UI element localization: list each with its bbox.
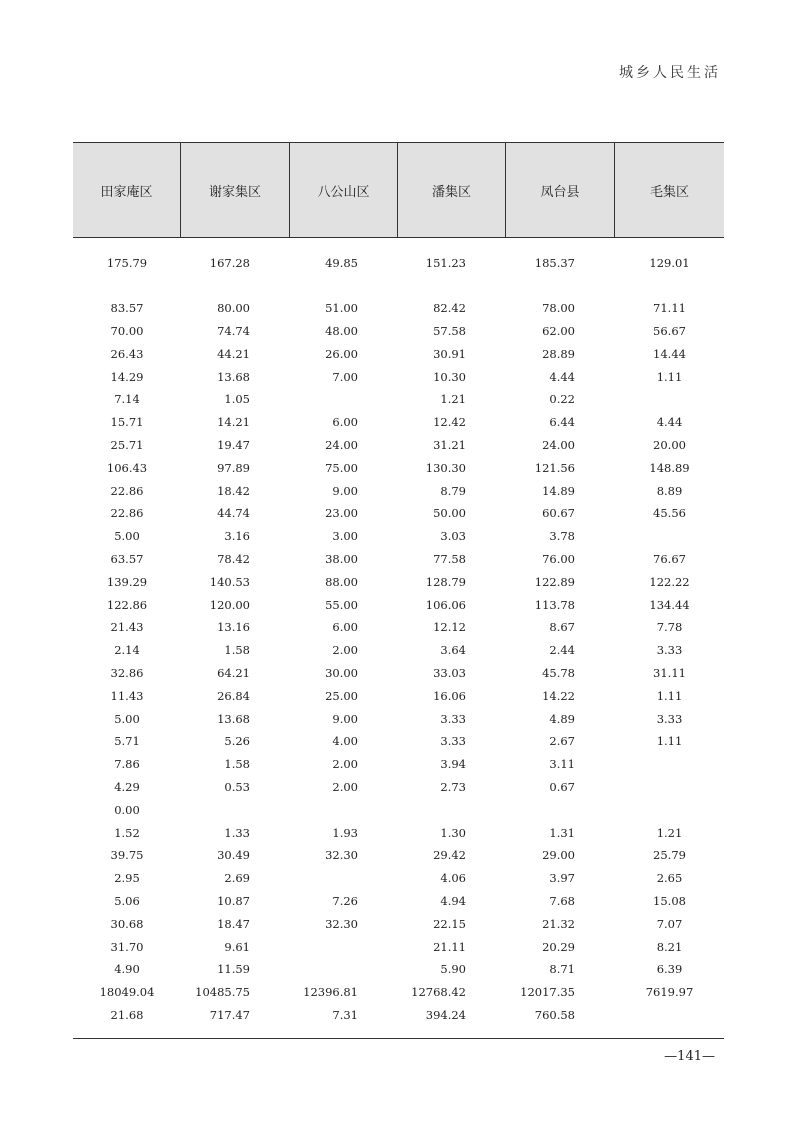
table-cell: 3.00 xyxy=(332,529,358,544)
table-cell: 8.71 xyxy=(549,962,575,977)
table-row xyxy=(73,890,724,913)
table-cell: 5.71 xyxy=(114,734,140,749)
table-cell: 14.29 xyxy=(110,369,144,384)
table-row xyxy=(73,456,724,479)
table-cell: 6.39 xyxy=(656,962,683,977)
table-cell: 106.43 xyxy=(106,460,148,475)
table-cell: 5.06 xyxy=(114,893,140,908)
table-cell: 7.26 xyxy=(332,893,358,908)
table-cell: 4.06 xyxy=(440,871,466,886)
table-cell: 1.52 xyxy=(114,825,140,840)
table-row xyxy=(73,912,724,935)
data-table xyxy=(73,142,724,1039)
table-cell: 1.21 xyxy=(440,392,466,407)
table-cell: 139.29 xyxy=(106,574,148,589)
table-cell: 3.16 xyxy=(224,529,250,544)
table-cell: 33.03 xyxy=(433,665,466,680)
table-cell: 2.95 xyxy=(114,871,140,886)
table-cell: 0.67 xyxy=(549,779,575,794)
table-cell: 22.86 xyxy=(110,506,144,521)
table-cell: 13.68 xyxy=(217,369,250,384)
table-cell: 7.14 xyxy=(114,392,140,407)
table-cell: 30.68 xyxy=(110,916,144,931)
table-cell: 12.12 xyxy=(433,620,466,635)
table-row xyxy=(73,434,724,457)
page-number: —141— xyxy=(664,1049,715,1064)
table-cell: 121.56 xyxy=(534,460,575,475)
table-cell: 7.86 xyxy=(114,757,140,772)
table-cell: 1.05 xyxy=(224,392,250,407)
table-cell: 12768.42 xyxy=(411,985,466,1000)
table-cell: 25.00 xyxy=(325,688,358,703)
table-cell: 10.30 xyxy=(433,369,466,384)
table-cell: 4.90 xyxy=(114,962,140,977)
table-row xyxy=(73,570,724,593)
table-cell: 77.58 xyxy=(433,551,466,566)
table-row xyxy=(73,776,724,799)
table-cell: 128.79 xyxy=(425,574,466,589)
table-cell: 80.00 xyxy=(217,301,250,316)
table-cell: 4.89 xyxy=(549,711,575,726)
table-cell: 21.68 xyxy=(110,1007,144,1022)
table-cell: 12.42 xyxy=(433,415,466,430)
table-cell: 3.33 xyxy=(656,643,683,658)
table-cell: 9.00 xyxy=(332,711,358,726)
table-cell: 6.00 xyxy=(332,415,358,430)
table-cell: 20.29 xyxy=(542,939,575,954)
table-cell: 83.57 xyxy=(110,301,144,316)
table-row xyxy=(73,753,724,776)
table-cell: 1.58 xyxy=(224,643,250,658)
table-cell: 71.11 xyxy=(653,301,686,316)
table-row xyxy=(73,639,724,662)
table-row xyxy=(73,479,724,502)
table-cell: 9.00 xyxy=(332,483,358,498)
table-cell: 2.00 xyxy=(332,643,358,658)
table-cell: 56.67 xyxy=(653,323,686,338)
table-cell: 22.15 xyxy=(433,916,466,931)
table-cell: 140.53 xyxy=(209,574,250,589)
table-cell: 21.11 xyxy=(433,939,466,954)
table-cell: 5.00 xyxy=(114,711,140,726)
header-cell: 八公山区 xyxy=(290,143,398,237)
table-cell: 8.67 xyxy=(549,620,575,635)
table-cell: 18.47 xyxy=(217,916,250,931)
table-cell: 717.47 xyxy=(209,1007,250,1022)
table-cell: 78.00 xyxy=(542,301,575,316)
table-cell: 106.06 xyxy=(425,597,466,612)
table-cell: 55.00 xyxy=(325,597,358,612)
table-cell: 32.86 xyxy=(110,665,144,680)
table-cell: 1.93 xyxy=(332,825,358,840)
table-cell: 57.58 xyxy=(433,323,466,338)
table-cell: 129.01 xyxy=(649,256,690,271)
table-cell: 44.21 xyxy=(217,346,250,361)
table-cell: 24.00 xyxy=(542,437,575,452)
table-cell: 8.79 xyxy=(440,483,466,498)
table-cell: 134.44 xyxy=(649,597,690,612)
table-cell: 2.73 xyxy=(440,779,466,794)
table-cell: 75.00 xyxy=(325,460,358,475)
table-cell: 760.58 xyxy=(534,1007,575,1022)
table-cell: 70.00 xyxy=(110,323,144,338)
table-cell: 16.06 xyxy=(433,688,466,703)
table-cell: 4.94 xyxy=(440,893,466,908)
table-cell: 3.33 xyxy=(440,734,466,749)
table-cell: 6.00 xyxy=(332,620,358,635)
table-cell: 60.67 xyxy=(542,506,575,521)
table-cell: 2.14 xyxy=(114,643,140,658)
table-cell: 30.49 xyxy=(217,848,250,863)
table-cell: 32.30 xyxy=(325,916,358,931)
table-cell: 148.89 xyxy=(649,460,690,475)
table-cell: 185.37 xyxy=(534,256,575,271)
table-cell: 1.21 xyxy=(656,825,683,840)
table-cell: 2.65 xyxy=(656,871,683,886)
table-cell: 7.78 xyxy=(656,620,683,635)
table-cell: 130.30 xyxy=(425,460,466,475)
table-row xyxy=(73,502,724,525)
table-cell: 1.31 xyxy=(549,825,575,840)
table-cell: 31.11 xyxy=(653,665,686,680)
table-cell: 39.75 xyxy=(110,848,144,863)
table-cell: 2.00 xyxy=(332,757,358,772)
table-cell: 29.42 xyxy=(433,848,466,863)
table-cell: 3.78 xyxy=(549,529,575,544)
table-cell: 45.56 xyxy=(653,506,686,521)
table-cell: 4.44 xyxy=(549,369,575,384)
table-cell: 78.42 xyxy=(217,551,250,566)
table-cell: 10485.75 xyxy=(195,985,250,1000)
table-cell: 3.97 xyxy=(549,871,575,886)
table-cell: 14.89 xyxy=(542,483,575,498)
table-cell: 122.22 xyxy=(649,574,690,589)
table-cell: 32.30 xyxy=(325,848,358,863)
table-cell: 1.30 xyxy=(440,825,466,840)
table-cell: 88.00 xyxy=(325,574,358,589)
table-row xyxy=(73,798,724,821)
table-cell: 19.47 xyxy=(217,437,250,452)
table-cell: 44.74 xyxy=(217,506,250,521)
table-cell: 15.08 xyxy=(653,893,686,908)
header-cell: 毛集区 xyxy=(649,184,689,200)
table-body xyxy=(73,238,724,1026)
table-cell: 26.00 xyxy=(325,346,358,361)
bottom-rule xyxy=(73,1038,724,1039)
table-cell: 14.22 xyxy=(542,688,575,703)
table-cell: 28.89 xyxy=(542,346,575,361)
table-row xyxy=(73,297,724,320)
table-cell: 18049.04 xyxy=(99,985,155,1000)
table-cell: 4.00 xyxy=(332,734,358,749)
table-cell: 15.71 xyxy=(110,415,144,430)
table-row xyxy=(73,411,724,434)
table-row xyxy=(73,867,724,890)
table-cell: 3.94 xyxy=(440,757,466,772)
table-cell: 1.11 xyxy=(656,369,683,384)
table-cell: 21.32 xyxy=(542,916,575,931)
table-cell: 3.11 xyxy=(549,757,575,772)
table-cell: 12396.81 xyxy=(303,985,358,1000)
table-cell: 3.33 xyxy=(656,711,683,726)
header-cell: 谢家集区 xyxy=(181,143,290,237)
table-cell: 11.59 xyxy=(217,962,250,977)
table-cell: 21.43 xyxy=(110,620,144,635)
table-row xyxy=(73,548,724,571)
table-cell: 3.33 xyxy=(440,711,466,726)
table-cell: 76.00 xyxy=(542,551,575,566)
table-header xyxy=(73,142,724,238)
table-cell: 6.44 xyxy=(549,415,575,430)
table-cell: 175.79 xyxy=(106,256,148,271)
table-cell: 30.00 xyxy=(325,665,358,680)
table-cell: 5.90 xyxy=(440,962,466,977)
table-cell: 122.86 xyxy=(106,597,148,612)
table-cell: 2.44 xyxy=(549,643,575,658)
table-cell: 167.28 xyxy=(209,256,250,271)
table-row xyxy=(73,593,724,616)
table-cell: 2.67 xyxy=(549,734,575,749)
table-cell: 8.21 xyxy=(656,939,683,954)
table-cell: 24.00 xyxy=(325,437,358,452)
table-row xyxy=(73,320,724,343)
table-row xyxy=(73,616,724,639)
header-cell: 田家庵区 xyxy=(73,143,181,237)
table-cell: 5.00 xyxy=(114,529,140,544)
table-cell: 13.16 xyxy=(217,620,250,635)
table-cell: 2.69 xyxy=(224,871,250,886)
table-cell: 31.70 xyxy=(110,939,144,954)
table-cell: 5.26 xyxy=(224,734,250,749)
table-cell: 49.85 xyxy=(325,256,358,271)
table-cell: 151.23 xyxy=(425,256,466,271)
table-cell: 62.00 xyxy=(542,323,575,338)
header-cell: 凤台县 xyxy=(506,143,615,237)
header-cell: 潘集区 xyxy=(398,143,506,237)
table-cell: 1.11 xyxy=(656,688,683,703)
table-cell: 26.84 xyxy=(217,688,250,703)
table-cell: 45.78 xyxy=(542,665,575,680)
table-cell: 64.21 xyxy=(217,665,250,680)
table-cell: 14.21 xyxy=(217,415,250,430)
table-cell: 394.24 xyxy=(425,1007,466,1022)
table-cell: 13.68 xyxy=(217,711,250,726)
table-cell: 0.53 xyxy=(224,779,250,794)
table-row xyxy=(73,252,724,275)
table-cell: 14.44 xyxy=(653,346,686,361)
table-row xyxy=(73,662,724,685)
table-cell: 51.00 xyxy=(325,301,358,316)
table-cell: 122.89 xyxy=(534,574,575,589)
table-cell: 1.33 xyxy=(224,825,250,840)
table-cell: 7.07 xyxy=(656,916,683,931)
table-cell: 0.00 xyxy=(114,802,140,817)
table-row xyxy=(73,935,724,958)
table-cell: 10.87 xyxy=(217,893,250,908)
table-cell: 12017.35 xyxy=(520,985,575,1000)
table-row xyxy=(73,730,724,753)
table-cell: 20.00 xyxy=(653,437,686,452)
table-row xyxy=(73,707,724,730)
table-row xyxy=(73,844,724,867)
table-row xyxy=(73,981,724,1004)
table-cell: 9.61 xyxy=(224,939,250,954)
table-cell: 1.11 xyxy=(656,734,683,749)
table-cell: 3.03 xyxy=(440,529,466,544)
table-cell: 26.43 xyxy=(110,346,144,361)
table-cell: 38.00 xyxy=(325,551,358,566)
table-cell: 11.43 xyxy=(110,688,144,703)
table-row xyxy=(73,388,724,411)
table-cell: 25.71 xyxy=(110,437,144,452)
table-cell: 120.00 xyxy=(209,597,250,612)
table-cell: 2.00 xyxy=(332,779,358,794)
table-cell: 23.00 xyxy=(325,506,358,521)
table-cell: 8.89 xyxy=(656,483,683,498)
table-cell: 7.31 xyxy=(332,1007,358,1022)
table-cell: 31.21 xyxy=(433,437,466,452)
table-cell: 7.68 xyxy=(549,893,575,908)
table-cell: 18.42 xyxy=(217,483,250,498)
table-cell: 63.57 xyxy=(110,551,144,566)
table-cell: 29.00 xyxy=(542,848,575,863)
table-cell: 113.78 xyxy=(534,597,575,612)
table-cell: 1.58 xyxy=(224,757,250,772)
table-cell: 25.79 xyxy=(653,848,686,863)
table-cell: 50.00 xyxy=(433,506,466,521)
section-title: 城乡人民生活 xyxy=(619,65,721,81)
table-cell: 0.22 xyxy=(549,392,575,407)
table-cell: 74.74 xyxy=(217,323,250,338)
table-row xyxy=(73,821,724,844)
table-row xyxy=(73,525,724,548)
table-cell: 22.86 xyxy=(110,483,144,498)
table-cell: 3.64 xyxy=(440,643,466,658)
table-row xyxy=(73,365,724,388)
table-cell: 4.44 xyxy=(656,415,683,430)
table-cell: 48.00 xyxy=(325,323,358,338)
table-row xyxy=(73,342,724,365)
table-cell: 76.67 xyxy=(653,551,686,566)
table-row xyxy=(73,958,724,981)
table-cell: 7619.97 xyxy=(645,985,694,1000)
table-cell: 97.89 xyxy=(217,460,250,475)
table-cell: 30.91 xyxy=(433,346,466,361)
table-cell: 7.00 xyxy=(332,369,358,384)
table-cell: 4.29 xyxy=(114,779,140,794)
table-row xyxy=(73,684,724,707)
table-row xyxy=(73,1004,724,1027)
table-cell: 82.42 xyxy=(433,301,466,316)
